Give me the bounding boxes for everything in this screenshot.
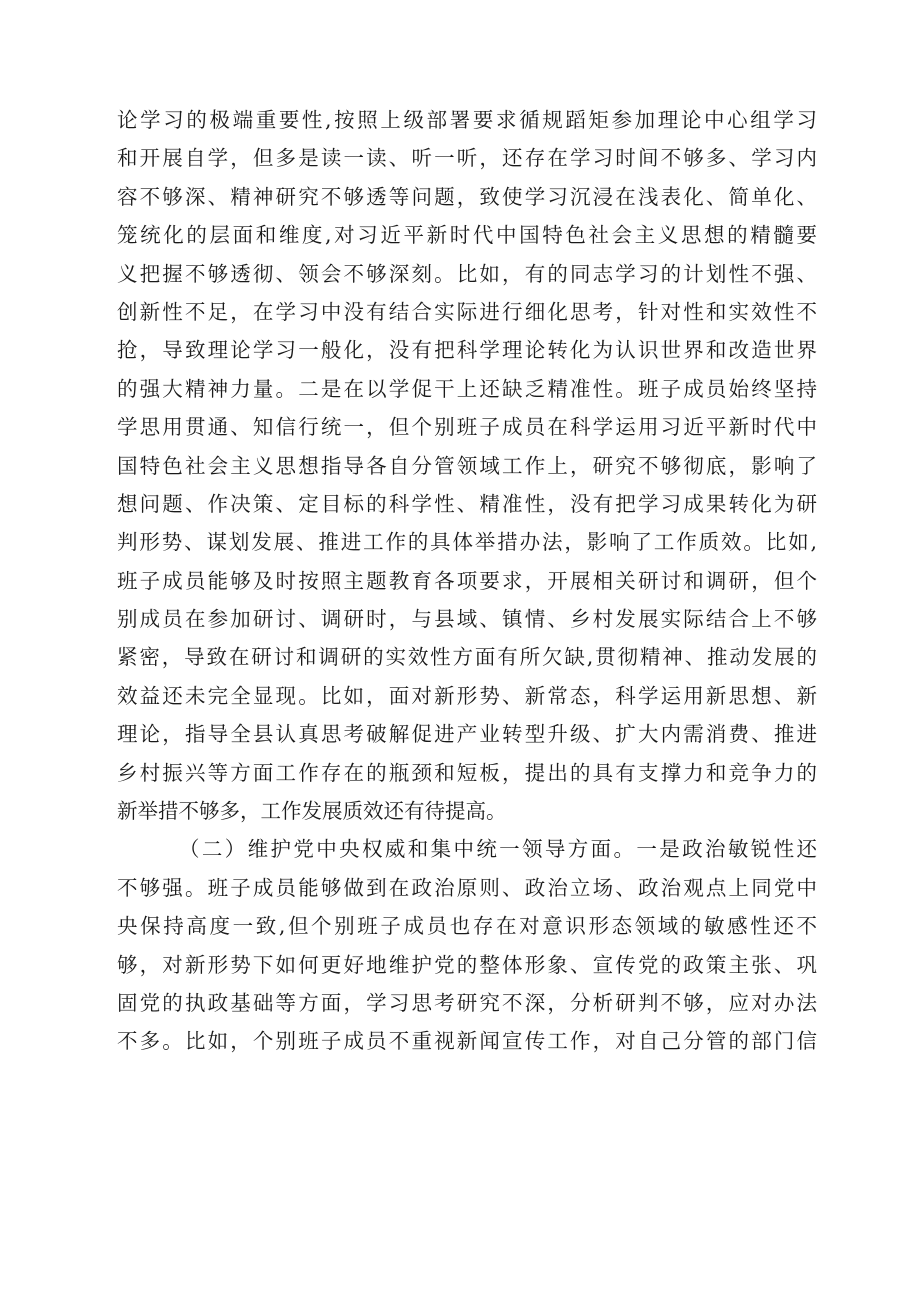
paragraph-heading-line: （二）维护党中央权威和集中统一领导方面。一是政治敏锐性还 [179,837,817,862]
text-line: 义把握不够透彻、领会不够深刻。比如，有的同志学习的计划性不强、 [117,261,817,286]
text-line: 判形势、谋划发展、推进工作的具体举措办法，影响了工作质效。比如, [117,530,817,555]
text-line: 抢，导致理论学习一般化，没有把科学理论转化为认识世界和改造世界 [117,338,817,363]
text-line: 乡村振兴等方面工作存在的瓶颈和短板，提出的具有支撑力和竞争力的 [117,760,817,785]
text-line: 新举措不够多，工作发展质效还有待提高。 [117,799,507,824]
body-text [117,101,817,1061]
text-line: 的强大精神力量。二是在以学促干上还缺乏精准性。班子成员始终坚持 [117,376,817,401]
text-line: 想问题、作决策、定目标的科学性、精准性，没有把学习成果转化为研 [117,491,817,516]
text-line: 理论，指导全县认真思考破解促进产业转型升级、扩大内需消费、推进 [117,722,817,747]
text-line: 容不够深、精神研究不够透等问题，致使学习沉浸在浅表化、简单化、 [117,184,817,209]
text-line: 不够强。班子成员能够做到在政治原则、政治立场、政治观点上同党中 [117,875,817,900]
text-line: 和开展自学，但多是读一读、听一听，还存在学习时间不够多、学习内 [117,146,817,171]
text-line: 班子成员能够及时按照主题教育各项要求，开展相关研讨和调研，但个 [117,568,817,593]
text-line: 央保持高度一致,但个别班子成员也存在对意识形态领域的敏感性还不 [117,914,817,939]
text-line: 学思用贯通、知信行统一，但个别班子成员在科学运用习近平新时代中 [117,415,817,440]
text-line: 国特色社会主义思想指导各自分管领域工作上，研究不够彻底，影响了 [117,453,817,478]
text-line: 论学习的极端重要性,按照上级部署要求循规蹈矩参加理论中心组学习 [117,108,817,132]
text-line: 效益还未完全显现。比如，面对新形势、新常态，科学运用新思想、新 [117,683,817,708]
text-line: 固党的执政基础等方面，学习思考研究不深，分析研判不够，应对办法 [117,990,817,1015]
text-line: 不多。比如，个别班子成员不重视新闻宣传工作，对自己分管的部门信 [117,1029,817,1054]
text-line: 够，对新形势下如何更好地维护党的整体形象、宣传党的政策主张、巩 [117,952,817,977]
text-line: 紧密，导致在研讨和调研的实效性方面有所欠缺,贯彻精神、推动发展的 [117,645,817,670]
text-line: 笼统化的层面和维度,对习近平新时代中国特色社会主义思想的精髓要 [117,223,817,248]
text-line: 创新性不足，在学习中没有结合实际进行细化思考，针对性和实效性不 [117,299,817,324]
text-line: 别成员在参加研讨、调研时，与县域、镇情、乡村发展实际结合上不够 [117,607,817,632]
